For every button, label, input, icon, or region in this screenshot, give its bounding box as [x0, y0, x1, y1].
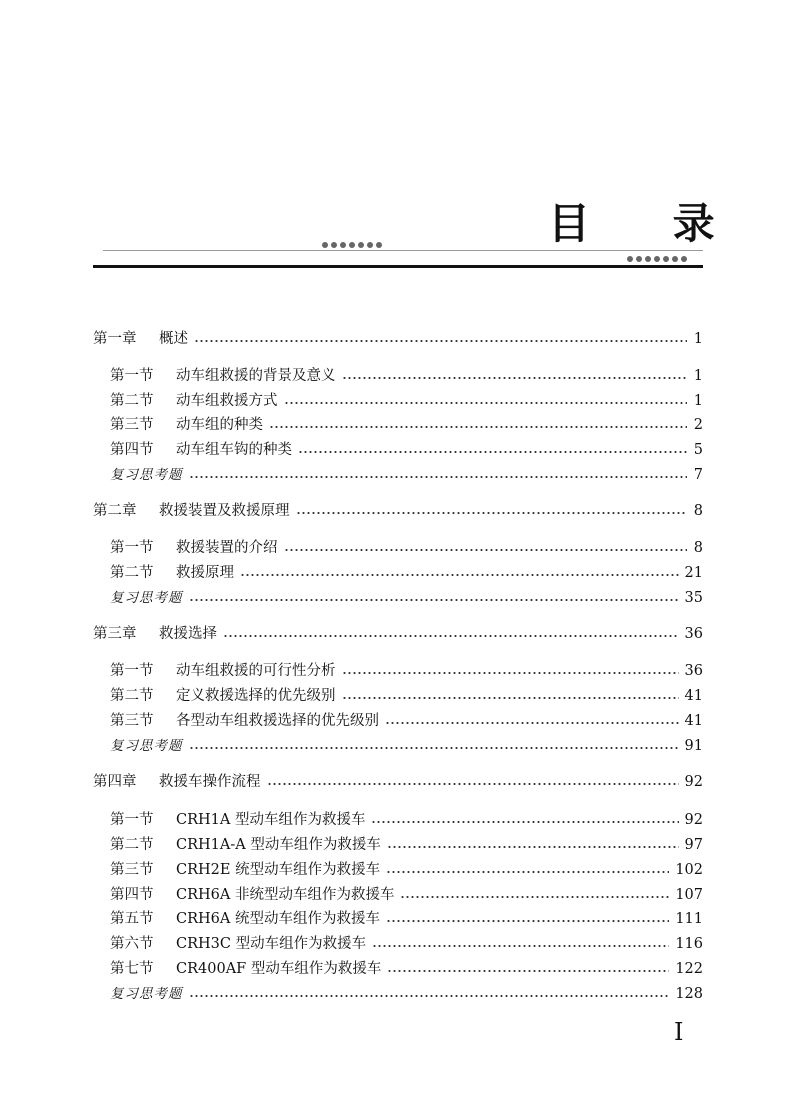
toc-entry-title: 救援选择 — [159, 626, 217, 642]
toc-page-number: 92 — [684, 774, 703, 790]
dot-leader — [284, 549, 688, 551]
toc-entry-title: CR400AF 型动车组作为救援车 — [176, 961, 382, 977]
toc-entry-title: CRH3C 型动车组作为救援车 — [176, 936, 367, 952]
dot-leader — [342, 377, 688, 379]
toc-entry-number: 第一节 — [110, 368, 154, 384]
toc-entry-title: 动车组救援方式 — [176, 393, 278, 409]
toc-entry-title: 动车组救援的可行性分析 — [176, 663, 336, 679]
dot-leader — [189, 599, 679, 601]
toc-entry-number: 第四节 — [110, 442, 154, 458]
toc-page-number: 116 — [675, 936, 703, 952]
toc-section-row — [110, 537, 703, 559]
toc-page-number: 41 — [684, 713, 703, 729]
toc-entry-number: 第二节 — [110, 688, 154, 704]
toc-entry-title: 复习思考题 — [110, 590, 183, 606]
toc-entry-number: 第三节 — [110, 417, 154, 433]
toc-section-row — [110, 660, 703, 682]
toc-page-number: 91 — [684, 738, 703, 754]
toc-section-row — [110, 958, 703, 980]
toc-page-number: 5 — [693, 442, 703, 458]
toc-entry-number: 第二章 — [93, 503, 137, 519]
toc-section-row — [110, 933, 703, 955]
dot-leader — [386, 920, 669, 922]
toc-chapter-row — [93, 328, 703, 350]
toc-entry-number: 第一节 — [110, 663, 154, 679]
toc-entry-number: 第四节 — [110, 887, 154, 903]
toc-page-number: 92 — [684, 812, 703, 828]
toc-entry-number: 第三节 — [110, 713, 154, 729]
dot-leader — [298, 451, 687, 453]
dot-leader — [400, 896, 669, 898]
toc-section-row — [110, 834, 703, 856]
dot-leader — [189, 747, 679, 749]
toc-review-row — [110, 983, 703, 1005]
toc-entry-number: 第一章 — [93, 331, 137, 347]
toc-section-row — [110, 809, 703, 831]
toc-entry-title: CRH6A 统型动车组作为救援车 — [176, 911, 380, 927]
toc-entry-title: CRH1A 型动车组作为救援车 — [176, 812, 366, 828]
toc-entry-title: CRH6A 非统型动车组作为救援车 — [176, 887, 395, 903]
page-title: 目 录 — [548, 199, 749, 248]
dot-leader — [387, 970, 669, 972]
toc-section-row — [110, 414, 703, 436]
toc-entry-title: 动车组车钩的种类 — [176, 442, 292, 458]
toc-page-number: 97 — [684, 837, 703, 853]
toc-entry-title: 救援装置的介绍 — [176, 540, 278, 556]
toc-page-number: 41 — [684, 688, 703, 704]
toc-entry-number: 第三章 — [93, 626, 137, 642]
toc-page-number: 7 — [693, 467, 703, 483]
header-dots-right — [627, 256, 687, 262]
toc-section-row — [110, 365, 703, 387]
toc-page-number: 1 — [693, 368, 703, 384]
toc-review-row — [110, 464, 703, 486]
toc-entry-title: 各型动车组救援选择的优先级别 — [176, 713, 379, 729]
toc-entry-title: CRH2E 统型动车组作为救援车 — [176, 862, 381, 878]
toc-entry-title: 复习思考题 — [110, 986, 183, 1002]
toc-page-number: 8 — [693, 503, 703, 519]
toc-entry-title: 动车组的种类 — [176, 417, 263, 433]
toc-entry-number: 第七节 — [110, 961, 154, 977]
toc-entry-number: 第二节 — [110, 837, 154, 853]
toc-entry-title: 动车组救援的背景及意义 — [176, 368, 336, 384]
header-thick-rule — [93, 265, 703, 268]
toc-entry-number: 第二节 — [110, 393, 154, 409]
toc-page-number: 1 — [693, 331, 703, 347]
toc-page-number: 2 — [693, 417, 703, 433]
dot-leader — [342, 672, 679, 674]
header-thin-rule — [103, 250, 703, 251]
toc-entry-number: 第二节 — [110, 565, 154, 581]
toc-section-row — [110, 884, 703, 906]
toc-section-row — [110, 390, 703, 412]
dot-leader — [386, 871, 669, 873]
toc-entry-title: 复习思考题 — [110, 467, 183, 483]
dot-leader — [387, 846, 679, 848]
toc-page-number: 35 — [684, 590, 703, 606]
toc-chapter-row — [93, 500, 703, 522]
dot-leader — [194, 340, 687, 342]
toc-entry-title: CRH1A-A 型动车组作为救援车 — [176, 837, 381, 853]
toc-review-row — [110, 587, 703, 609]
toc-page-number: 21 — [684, 565, 703, 581]
toc-entry-number: 第六节 — [110, 936, 154, 952]
toc-chapter-row — [93, 771, 703, 793]
toc-section-row — [110, 439, 703, 461]
dot-leader — [342, 697, 679, 699]
toc-chapter-row — [93, 623, 703, 645]
toc-header — [0, 0, 800, 280]
toc-page-number: 128 — [675, 986, 703, 1002]
toc-entry-number: 第三节 — [110, 862, 154, 878]
dot-leader — [189, 995, 670, 997]
dot-leader — [372, 945, 669, 947]
dot-leader — [385, 722, 679, 724]
toc-section-row — [110, 685, 703, 707]
toc-entry-number: 第一节 — [110, 540, 154, 556]
dot-leader — [240, 574, 679, 576]
toc-section-row — [110, 859, 703, 881]
dot-leader — [223, 635, 679, 637]
toc-entry-title: 救援原理 — [176, 565, 234, 581]
toc-entry-title: 概述 — [159, 331, 188, 347]
toc-entry-title: 定义救援选择的优先级别 — [176, 688, 336, 704]
toc-page-number: 8 — [693, 540, 703, 556]
toc-entry-number: 第四章 — [93, 774, 137, 790]
dot-leader — [371, 821, 678, 823]
toc-entry-number: 第五节 — [110, 911, 154, 927]
toc-entry-title: 复习思考题 — [110, 738, 183, 754]
dot-leader — [269, 426, 687, 428]
toc-entry-number: 第一节 — [110, 812, 154, 828]
toc-entry-title: 救援装置及救援原理 — [159, 503, 290, 519]
toc-section-row — [110, 908, 703, 930]
toc-page-number: 107 — [675, 887, 703, 903]
toc-page-number: 111 — [675, 911, 703, 927]
toc-review-row — [110, 735, 703, 757]
toc-entry-title: 救援车操作流程 — [159, 774, 261, 790]
header-dots-left — [322, 242, 382, 248]
toc-page-number: 1 — [693, 393, 703, 409]
dot-leader — [296, 512, 688, 514]
toc-section-row — [110, 710, 703, 732]
dot-leader — [284, 402, 688, 404]
toc-page-number: 36 — [684, 626, 703, 642]
toc-section-row — [110, 562, 703, 584]
toc-page-number: 122 — [675, 961, 703, 977]
dot-leader — [267, 783, 679, 785]
page-folio: I — [674, 1018, 684, 1046]
toc-page-number: 36 — [684, 663, 703, 679]
dot-leader — [189, 476, 688, 478]
toc-page-number: 102 — [675, 862, 703, 878]
